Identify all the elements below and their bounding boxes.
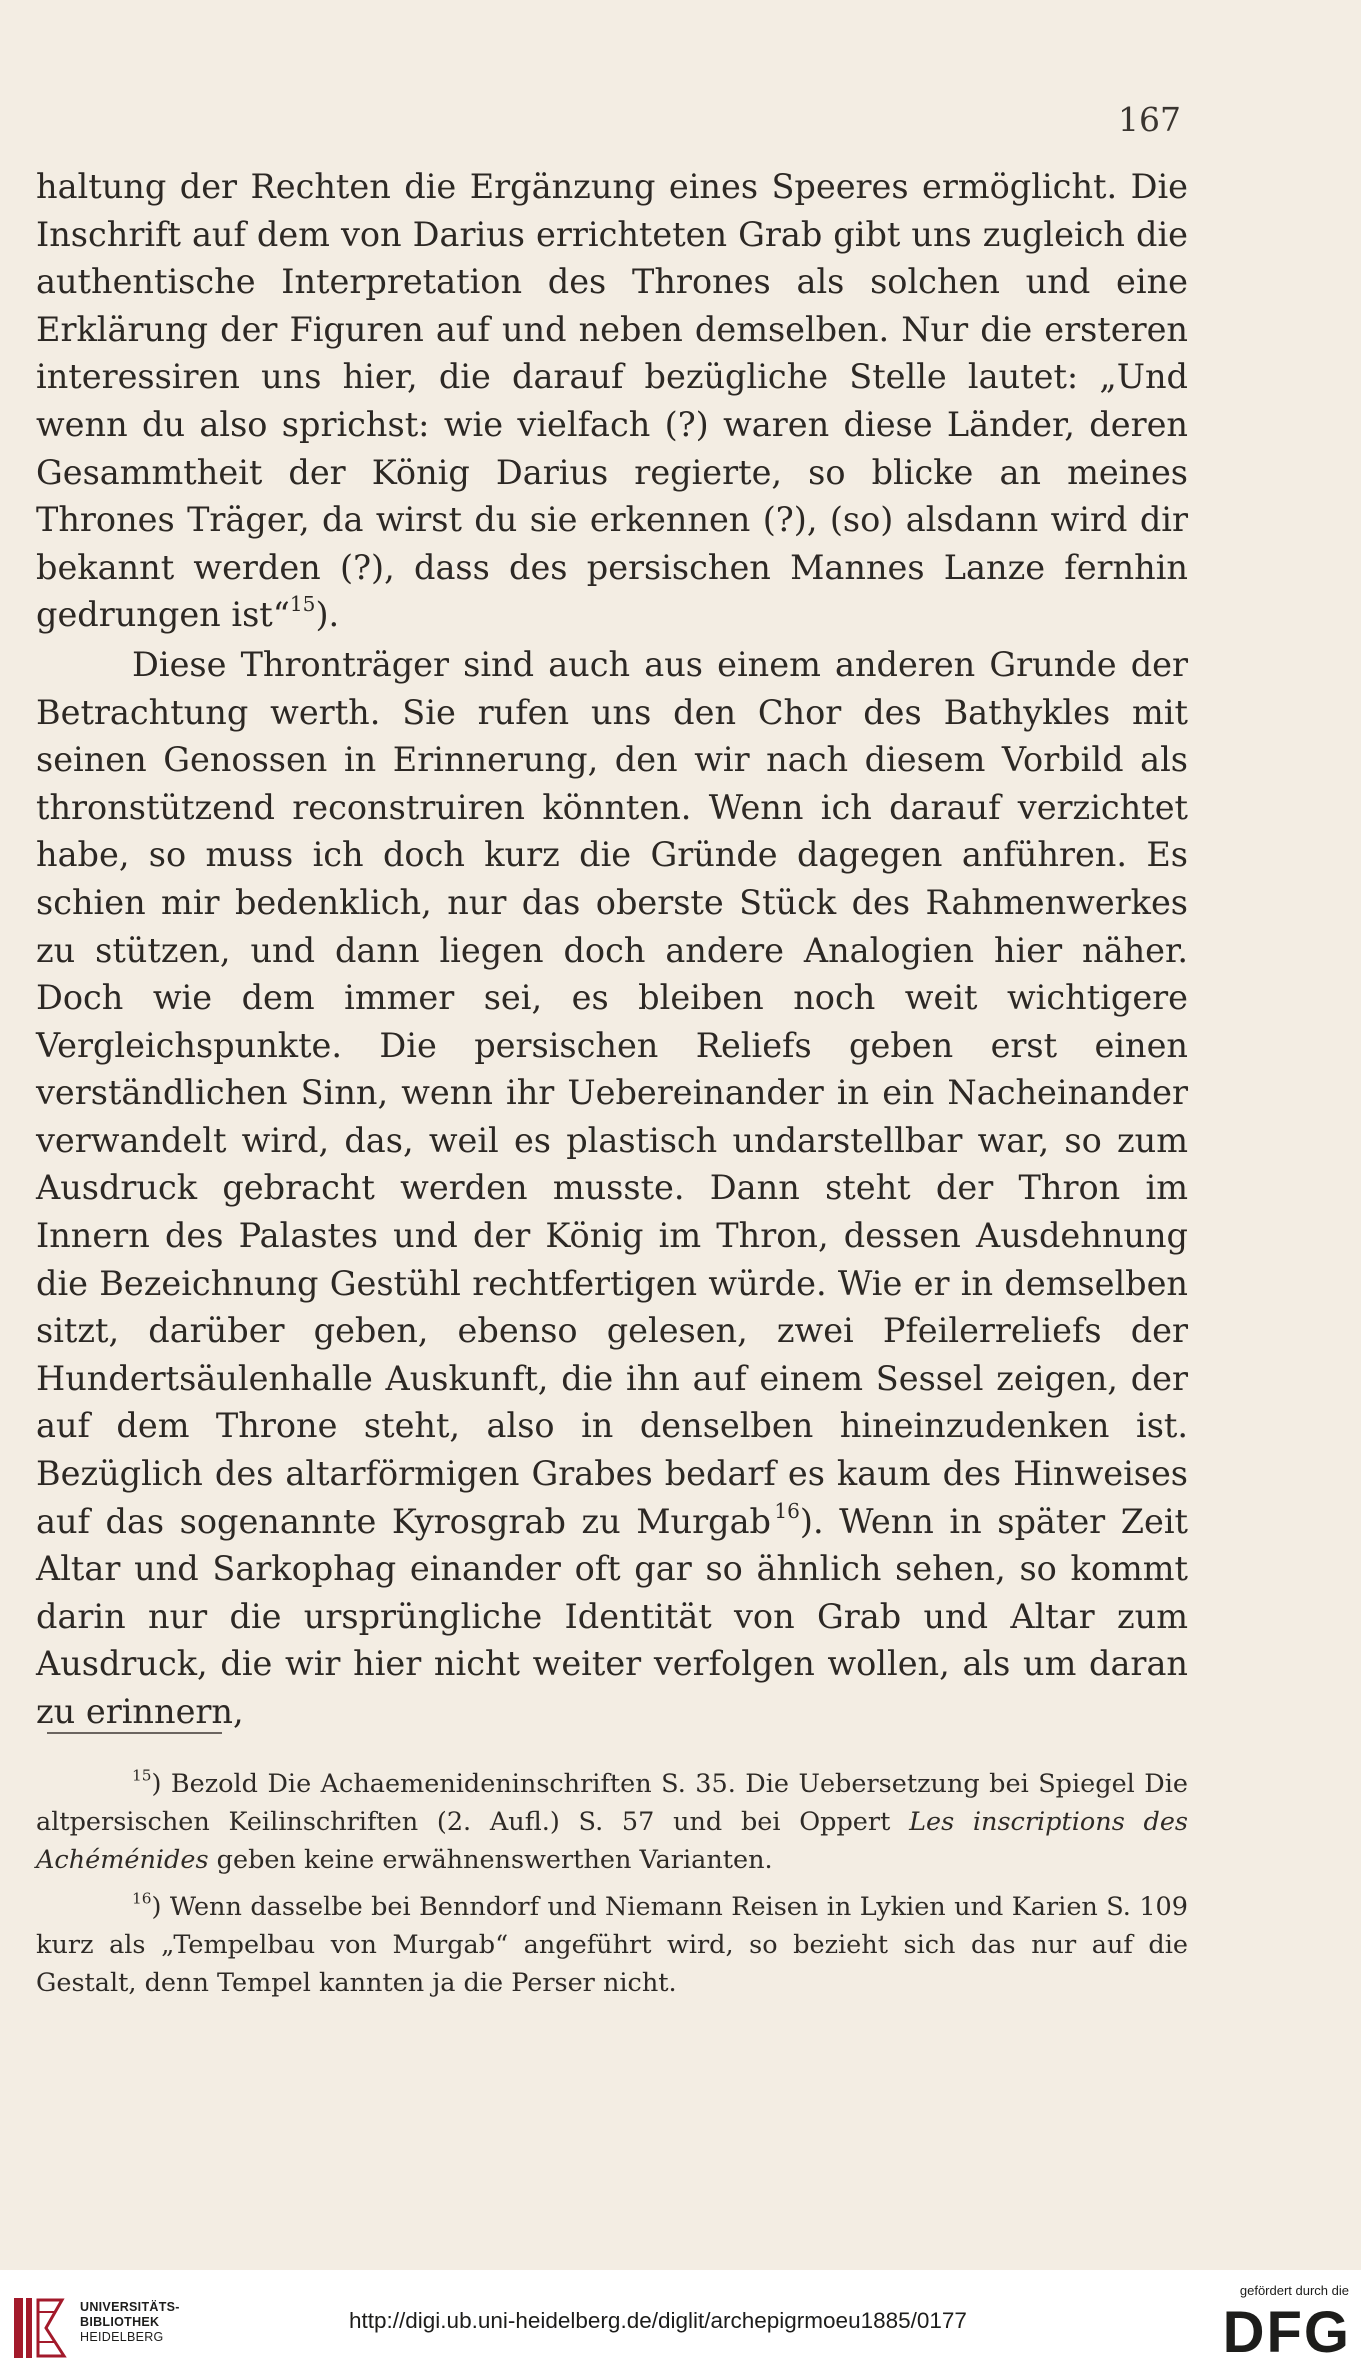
footnotes [36, 1765, 1188, 2002]
footnote-divider [47, 1732, 222, 1734]
footnote-ref-16[interactable]: 16 [774, 1498, 800, 1523]
library-name-line-2: BIBLIOTHEK [80, 2315, 160, 2329]
funding-note: gefördert durch die [1239, 2283, 1349, 2298]
footnote-15 [36, 1765, 1188, 1879]
body-text [36, 163, 1188, 1736]
footnote-15-text-end: geben keine erwähnenswerthen Varianten. [216, 1845, 773, 1875]
quote-close: ). [315, 595, 340, 635]
footnote-15-title: Les inscriptions des Achéménides [36, 1807, 1188, 1875]
paragraph-2-text: Diese Thronträger sind auch aus einem anderen Grunde der Betrachtung werth. Sie rufen uns den Chor des Bathykles mit seinen Genossen in Erinnerung, den wir nach diesem Vorbild als thronstützend reconstruiren könnten. Wenn ich darauf verzichtet habe, so muss ich doch kurz die Gründe dagegen anführen. Es schien mir bedenklich, nur das oberste Stück des Rahmenwerkes zu stützen, und dann liegen doch andere Analogien hier näher. Doch wie dem immer sei, es bleiben noch weit wichtigere Vergleichspunkte. Die persischen Reliefs geben erst einen verständlichen Sinn, wenn ihr Uebereinander in ein Nacheinander verwandelt wird, das, weil es plastisch undarstellbar war, so zum Ausdruck gebracht werden musste. Dann steht der Thron im Innern des Palastes und der König im Thron, dessen Ausdehnung die Bezeichnung Gestühl rechtfertigen würde. Wie er in demselben sitzt, darüber geben, ebenso gelesen, zwei Pfeilerreliefs der Hundertsäulenhalle Auskunft, die ihn auf einem Sessel zeigen, der auf dem Throne steht, also in denselben hineinzudenken ist. Bezüglich des altarförmigen Grabes bedarf es kaum des Hinweises auf das sogenannte Kyrosgrab zu Murgab [36, 644, 1188, 1541]
paragraph-1-text: haltung der Rechten die Ergänzung eines Speeres ermöglicht. Die Inschrift auf dem von Darius errichteten Grab gibt uns zugleich die authentische Interpretation des Thrones als solchen und eine Erklärung der Figuren auf und neben demselben. Nur die ersteren interessiren uns hier, die darauf bezügliche Stelle lautet: „Und wenn du also sprichst: wie vielfach (?) waren diese Länder, deren Gesammtheit der König Darius regierte, so blicke an meines Thrones Träger, da wirst du sie erkennen (?), (so) alsdann wird dir bekannt werden (?), dass des persischen Mannes Lanze fernhin gedrungen ist“ [36, 167, 1188, 635]
library-name-line-1: UNIVERSITÄTS- [80, 2300, 180, 2314]
footnote-16 [36, 1888, 1188, 2002]
permalink-url[interactable]: http://digi.ub.uni-heidelberg.de/diglit/archepigrmoeu1885/0177 [349, 2308, 967, 2333]
paragraph-2 [36, 641, 1188, 1736]
dfg-logo[interactable]: DFG [1222, 2300, 1351, 2365]
library-name [80, 2300, 180, 2345]
footnote-15-text: ) Bezold Die Achaemenideninschriften S. 35. Die Uebersetzung bei Spiegel Die altpersischen Keilinschriften (2. Aufl.) S. 57 und bei Oppert [36, 1769, 1188, 1837]
paragraph-2-continuation: ). Wenn in später Zeit Altar und Sarkophag einander oft gar so ähnlich sehen, so kommt darin nur die ursprüngliche Identität von Grab und Altar zum Ausdruck, die wir hier nicht weiter verfolgen wollen, als um daran zu erinnern, [36, 1501, 1188, 1731]
university-library-logo-icon[interactable] [12, 2292, 72, 2364]
page-number: 167 [1118, 100, 1181, 139]
footnote-16-text: ) Wenn dasselbe bei Benndorf und Niemann Reisen in Lykien und Karien S. 109 kurz als „Tempelbau von Murgab“ angeführt wird, so bezieht sich das nur auf die Gestalt, denn Tempel kannten ja die Perser nicht. [36, 1892, 1188, 1998]
paragraph-1 [36, 163, 1188, 639]
footnote-mark-16: 16 [132, 1889, 152, 1908]
footnote-ref-15[interactable]: 15 [289, 592, 316, 617]
library-name-line-3: HEIDELBERG [80, 2330, 164, 2344]
viewer-footer [0, 2270, 1361, 2378]
footnote-mark-15: 15 [132, 1766, 152, 1785]
